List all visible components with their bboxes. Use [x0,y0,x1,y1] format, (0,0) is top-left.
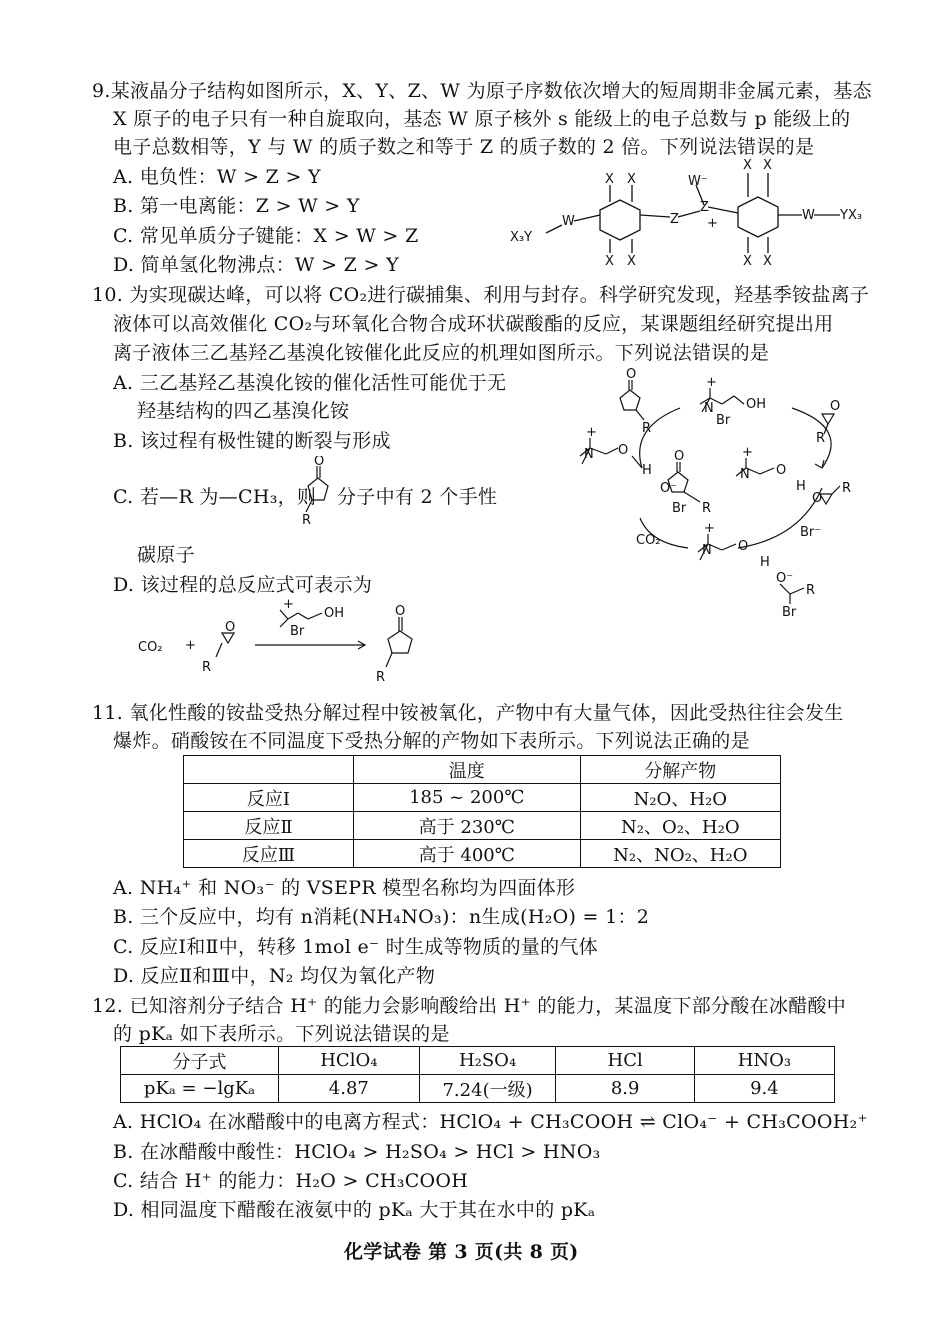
table-cell: 4.87 [279,1075,420,1103]
q10-mech-r4: R [842,481,852,496]
q10-mech-o6: O⁻ [776,571,794,586]
q10-mech-co2: CO₂ [636,533,661,548]
q12-option-c: C. 结合 H⁺ 的能力：H₂O > CH₃COOH [113,1170,469,1192]
q10-d-co2: CO₂ [138,640,163,655]
q10-mech-br3: Br [782,605,797,618]
q10-mech-carbonate-o: O [626,368,637,382]
q9-x-label: X [763,254,772,269]
q10-overall-reaction [130,595,460,695]
q10-mech-n1: N [704,401,714,416]
q10-option-c-line2: 碳原子 [137,544,195,566]
q10-d-epoxide-r: R [202,660,212,675]
q9-x3y-label: X₃Y [510,230,533,245]
q12-option-b: B. 在冰醋酸中酸性：HClO₄ > H₂SO₄ > HCl > HNO₃ [113,1141,601,1163]
q10-mech-n4: N [702,543,712,558]
q9-yx3-label: YX₃ [840,208,863,223]
q10-mech-r2: R [816,431,826,446]
table-cell: H₂SO₄ [419,1047,556,1075]
q10-stem-line3: 离子液体三乙基羟乙基溴化铵催化此反应的机理如图所示。下列说法错误的是 [113,342,770,364]
q10-mech-plus1: + [706,375,717,390]
q10-d-br: Br [290,624,305,639]
q9-x-label: X [627,254,636,269]
q9-option-c: C. 常见单质分子键能：X > W > Z [113,225,419,247]
q10-option-b: B. 该过程有极性键的断裂与形成 [113,430,391,452]
table-cell: N₂、O₂、H₂O [580,812,780,840]
q9-x-label: X [743,158,752,173]
table-cell: HCl [556,1047,694,1075]
q10-d-plus-n: + [283,597,294,612]
table-cell: N₂O、H₂O [580,784,780,812]
q9-molecule-figure [510,155,880,270]
q9-wminus-label: W⁻ [688,174,708,189]
table-row [184,840,781,868]
q10-option-a-line1: A. 三乙基羟乙基溴化铵的催化活性可能优于无 [113,372,507,394]
q10-mech-n3: N [740,467,750,482]
q12-stem-line1: 12. 已知溶剂分子结合 H⁺ 的能力会影响酸给出 H⁺ 的能力，某温度下部分酸在冰醋酸中 [92,995,847,1017]
q11-stem-line1: 11. 氧化性酸的铵盐受热分解过程中铵被氧化，产物中有大量气体，因此受热往往会发生 [92,702,844,724]
q9-x-label: X [743,254,752,269]
table-row [184,812,781,840]
q10-mech-epox-o: O [830,399,841,414]
table-row [184,784,781,812]
q9-z2-label: Z [700,200,709,215]
q10-d-product-r: R [376,670,386,685]
q9-x-label: X [627,172,636,187]
table-cell: 反应Ⅰ [184,784,354,812]
q9-option-d: D. 简单氢化物沸点：W > Z > Y [113,254,399,276]
q11-option-d: D. 反应Ⅱ和Ⅲ中，N₂ 均仅为氧化产物 [113,965,436,987]
q9-stem-line2: X 原子的电子只有一种自旋取向，基态 W 原子核外 s 能级上的电子总数与 p 能级上的 [113,108,851,130]
q10-mech-h3: H [760,555,770,570]
q9-option-a: A. 电负性：W > Z > Y [113,166,321,188]
q10-mech-r1: R [642,421,652,436]
q10-mech-n2: N [584,447,594,462]
q10-carbonate-o: O [314,456,325,469]
table-cell: 分解产物 [580,756,780,784]
q12-table [120,1046,835,1103]
q11-option-a: A. NH₄⁺ 和 NO₃⁻ 的 VSEPR 模型名称均为四面体形 [113,877,576,899]
q10-mech-r5: R [806,583,816,598]
q10-option-c-part2: 分子中有 2 个手性 [337,486,498,508]
q9-w-label: W [562,214,575,229]
table-cell: 高于 400℃ [353,840,580,868]
table-row [121,1047,835,1075]
q10-mech-o5: O [738,539,749,554]
page-footer: 化学试卷 第 3 页(共 8 页) [344,1241,579,1263]
q9-z-label: Z [670,212,679,227]
q9-plus-label: + [707,216,718,231]
q10-mech-br1: Br [716,413,731,428]
q9-x-label: X [763,158,772,173]
q9-stem-line3: 电子总数相等，Y 与 W 的质子数之和等于 Z 的质子数的 2 倍。下列说法错误的是 [113,136,815,158]
table-cell: 9.4 [694,1075,834,1103]
q12-option-a: A. HClO₄ 在冰醋酸中的电离方程式：HClO₄ + CH₃COOH ⇌ ClO₄⁻ + CH₃COOH₂⁺ [113,1111,868,1133]
q10-mech-o1: O [618,443,629,458]
table-cell: 反应Ⅱ [184,812,354,840]
table-cell: HClO₄ [279,1047,420,1075]
q10-mech-h2: H [796,479,806,494]
q9-stem-line1: 9.某液晶分子结构如图所示，X、Y、Z、W 为原子序数依次增大的短周期非金属元素，基态 [92,80,872,102]
q9-x-label: X [605,254,614,269]
q10-option-d: D. 该过程的总反应式可表示为 [113,574,373,596]
q10-carbonate-r: R [302,513,312,528]
q10-mech-o4: O [812,491,823,506]
table-cell: 分子式 [121,1047,279,1075]
q11-table [183,755,781,868]
q10-mech-plus2: + [586,425,597,440]
q10-d-plus: + [185,638,196,653]
q9-option-b: B. 第一电离能：Z > W > Y [113,195,360,217]
q10-stem-line1: 10. 为实现碳达峰，可以将 CO₂进行碳捕集、利用与封存。科学研究发现，羟基季铵盐离子 [92,284,870,306]
q11-option-c: C. 反应Ⅰ和Ⅱ中，转移 1mol e⁻ 时生成等物质的量的气体 [113,936,598,958]
table-cell: 反应Ⅲ [184,840,354,868]
table-cell: pKₐ = −lgKₐ [121,1075,279,1103]
q12-stem-line2: 的 pKₐ 如下表所示。下列说法错误的是 [113,1023,450,1045]
q11-option-b: B. 三个反应中，均有 n消耗(NH₄NO₃)：n生成(H₂O) = 1：2 [113,906,650,928]
q10-option-a-line2: 羟基结构的四乙基溴化铵 [137,400,350,422]
q10-d-epoxide-o: O [225,620,236,635]
q10-mech-o2: O [674,449,685,464]
table-cell: 温度 [353,756,580,784]
q11-stem-line2: 爆炸。硝酸铵在不同温度下受热分解的产物如下表所示。下列说法正确的是 [113,730,750,752]
q10-mech-h1: H [642,463,652,478]
table-cell: N₂、NO₂、H₂O [580,840,780,868]
q10-mech-r3: R [702,501,712,516]
q10-option-c-part1: C. 若—R 为—CH₃，则 [113,486,317,508]
q10-d-oh: OH [324,606,345,621]
q10-stem-line2: 液体可以高效催化 CO₂与环氧化合物合成环状碳酸酯的反应，某课题组经研究提出用 [113,313,834,335]
table-cell: 7.24(一级) [419,1075,556,1103]
table-row [184,756,781,784]
q10-mech-o3: O [776,463,787,478]
q10-option-c-carbonate [300,456,340,528]
table-cell: 8.9 [556,1075,694,1103]
table-cell: HNO₃ [694,1047,834,1075]
table-cell [184,756,354,784]
q10-mech-oh: OH [746,397,767,412]
table-cell: 185 ~ 200℃ [353,784,580,812]
table-row [121,1075,835,1103]
table-cell: 高于 230℃ [353,812,580,840]
q10-mechanism-figure [560,368,890,618]
q10-mech-br2: Br [672,501,687,516]
q9-x-label: X [605,172,614,187]
q9-w2-label: W [802,208,815,223]
q10-mech-brminus: Br⁻ [800,525,822,540]
q10-d-product-o: O [395,604,406,619]
q12-option-d: D. 相同温度下醋酸在液氨中的 pKₐ 大于其在水中的 pKₐ [113,1199,596,1221]
q10-mech-ominus: O⁻ [660,481,678,496]
q10-mech-plus3: + [742,445,753,460]
q10-mech-plus4: + [704,521,715,536]
